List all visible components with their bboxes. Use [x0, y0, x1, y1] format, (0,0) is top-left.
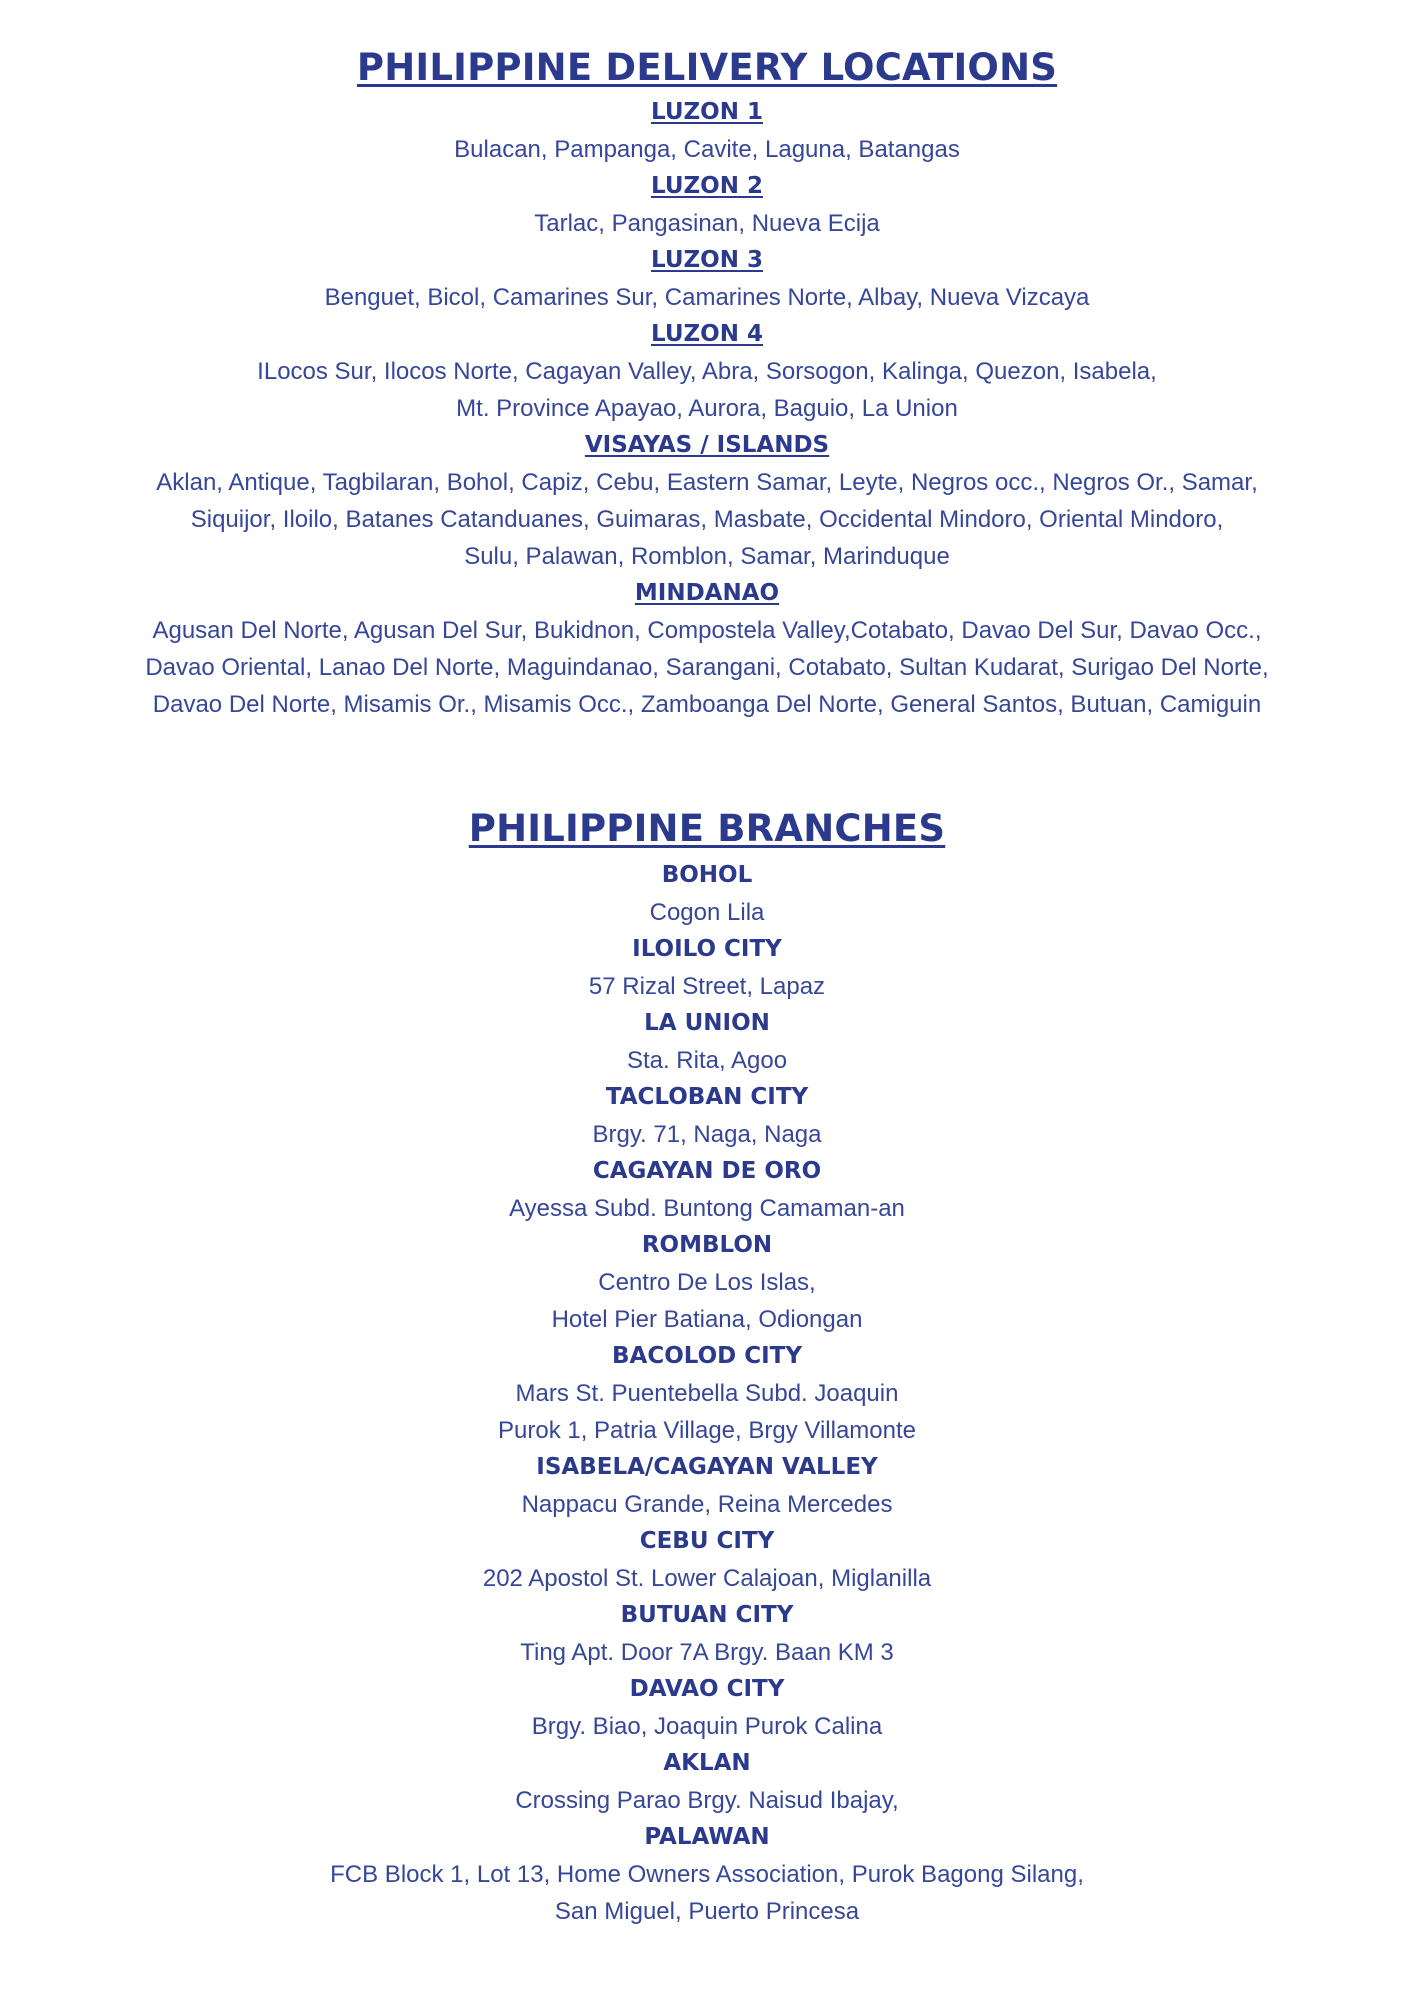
branch-address-line: Sta. Rita, Agoo: [626, 1047, 788, 1074]
region-provinces-line: Agusan Del Norte, Agusan Del Sur, Bukidnon, Compostela Valley,Cotabato, Davao Del Sur, Davao Occ.,: [152, 617, 1262, 644]
delivery-locations-title: PHILIPPINE DELIVERY LOCATIONS: [356, 46, 1058, 89]
branch-name: TACLOBAN CITY: [605, 1084, 809, 1110]
branch-address-line: Ayessa Subd. Buntong Camaman-an: [509, 1195, 905, 1222]
branches-section: [0, 805, 1414, 1930]
branch-palawan: [0, 1819, 1414, 1930]
branch-address-line: 202 Apostol St. Lower Calajoan, Miglanilla: [482, 1565, 932, 1592]
branch-cebu-city: [0, 1523, 1414, 1597]
branch-address-line: FCB Block 1, Lot 13, Home Owners Association, Purok Bagong Silang,: [330, 1861, 1084, 1888]
region-luzon-3: [0, 242, 1414, 316]
branch-name: LA UNION: [644, 1010, 770, 1036]
branch-romblon: [0, 1227, 1414, 1338]
branches-title: PHILIPPINE BRANCHES: [468, 807, 946, 850]
branch-address-line: San Miguel, Puerto Princesa: [554, 1898, 860, 1925]
branch-cagayan-de-oro: [0, 1153, 1414, 1227]
branch-name: DAVAO CITY: [629, 1676, 785, 1702]
branch-iloilo-city: [0, 931, 1414, 1005]
branch-address-line: Ting Apt. Door 7A Brgy. Baan KM 3: [520, 1639, 894, 1666]
branch-bacolod-city: [0, 1338, 1414, 1449]
region-luzon-2: [0, 168, 1414, 242]
branch-address-line: Nappacu Grande, Reina Mercedes: [521, 1491, 893, 1518]
region-name: LUZON 1: [650, 99, 763, 125]
branch-tacloban-city: [0, 1079, 1414, 1153]
branch-address-line: Cogon Lila: [649, 899, 765, 926]
branch-address-line: Hotel Pier Batiana, Odiongan: [551, 1306, 863, 1333]
region-provinces-line: Sulu, Palawan, Romblon, Samar, Marinduque: [464, 543, 950, 570]
region-provinces-line: Mt. Province Apayao, Aurora, Baguio, La Union: [456, 395, 958, 422]
region-provinces-line: Davao Oriental, Lanao Del Norte, Maguindanao, Sarangani, Cotabato, Sultan Kudarat, Surigao Del Norte,: [145, 654, 1269, 681]
branch-name: CEBU CITY: [639, 1528, 775, 1554]
region-name: MINDANAO: [634, 580, 780, 606]
branch-name: ILOILO CITY: [632, 936, 782, 962]
branch-name: AKLAN: [663, 1750, 751, 1776]
region-visayas-islands: [0, 427, 1414, 575]
region-name: LUZON 4: [650, 321, 763, 347]
branch-butuan-city: [0, 1597, 1414, 1671]
branch-address-line: Centro De Los Islas,: [598, 1269, 816, 1296]
branch-address-line: Crossing Parao Brgy. Naisud Ibajay,: [515, 1787, 899, 1814]
region-luzon-4: [0, 316, 1414, 427]
branch-isabela-cagayan-valley: [0, 1449, 1414, 1523]
region-provinces-line: ILocos Sur, Ilocos Norte, Cagayan Valley, Abra, Sorsogon, Kalinga, Quezon, Isabela,: [257, 358, 1157, 385]
branch-address-line: Purok 1, Patria Village, Brgy Villamonte: [498, 1417, 916, 1444]
region-provinces-line: Aklan, Antique, Tagbilaran, Bohol, Capiz, Cebu, Eastern Samar, Leyte, Negros occ., Negros Or., Samar,: [156, 469, 1258, 496]
branch-name: BOHOL: [661, 862, 753, 888]
region-provinces-line: Siquijor, Iloilo, Batanes Catanduanes, Guimaras, Masbate, Occidental Mindoro, Oriental Mindoro,: [190, 506, 1224, 533]
branch-davao-city: [0, 1671, 1414, 1745]
region-provinces-line: Davao Del Norte, Misamis Or., Misamis Occ., Zamboanga Del Norte, General Santos, Butuan, Camiguin: [152, 691, 1262, 718]
region-mindanao: [0, 575, 1414, 723]
branch-name: CAGAYAN DE ORO: [592, 1158, 822, 1184]
branch-address-line: Mars St. Puentebella Subd. Joaquin: [515, 1380, 899, 1407]
region-name: LUZON 3: [650, 247, 763, 273]
delivery-locations-section: [0, 44, 1414, 723]
branch-name: ISABELA/CAGAYAN VALLEY: [536, 1454, 878, 1480]
branch-address-line: Brgy. Biao, Joaquin Purok Calina: [531, 1713, 883, 1740]
branch-name: PALAWAN: [644, 1824, 770, 1850]
branch-address-line: Brgy. 71, Naga, Naga: [592, 1121, 822, 1148]
region-name: VISAYAS / ISLANDS: [584, 432, 830, 458]
region-provinces-line: Tarlac, Pangasinan, Nueva Ecija: [534, 210, 880, 237]
branch-aklan: [0, 1745, 1414, 1819]
branch-name: BACOLOD CITY: [611, 1343, 803, 1369]
branch-bohol: [0, 857, 1414, 931]
branch-la-union: [0, 1005, 1414, 1079]
region-provinces-line: Bulacan, Pampanga, Cavite, Laguna, Batangas: [454, 136, 960, 163]
branch-name: BUTUAN CITY: [620, 1602, 794, 1628]
branch-address-line: 57 Rizal Street, Lapaz: [588, 973, 826, 1000]
branch-name: ROMBLON: [641, 1232, 773, 1258]
region-name: LUZON 2: [650, 173, 763, 199]
region-provinces-line: Benguet, Bicol, Camarines Sur, Camarines Norte, Albay, Nueva Vizcaya: [324, 284, 1090, 311]
region-luzon-1: [0, 94, 1414, 168]
